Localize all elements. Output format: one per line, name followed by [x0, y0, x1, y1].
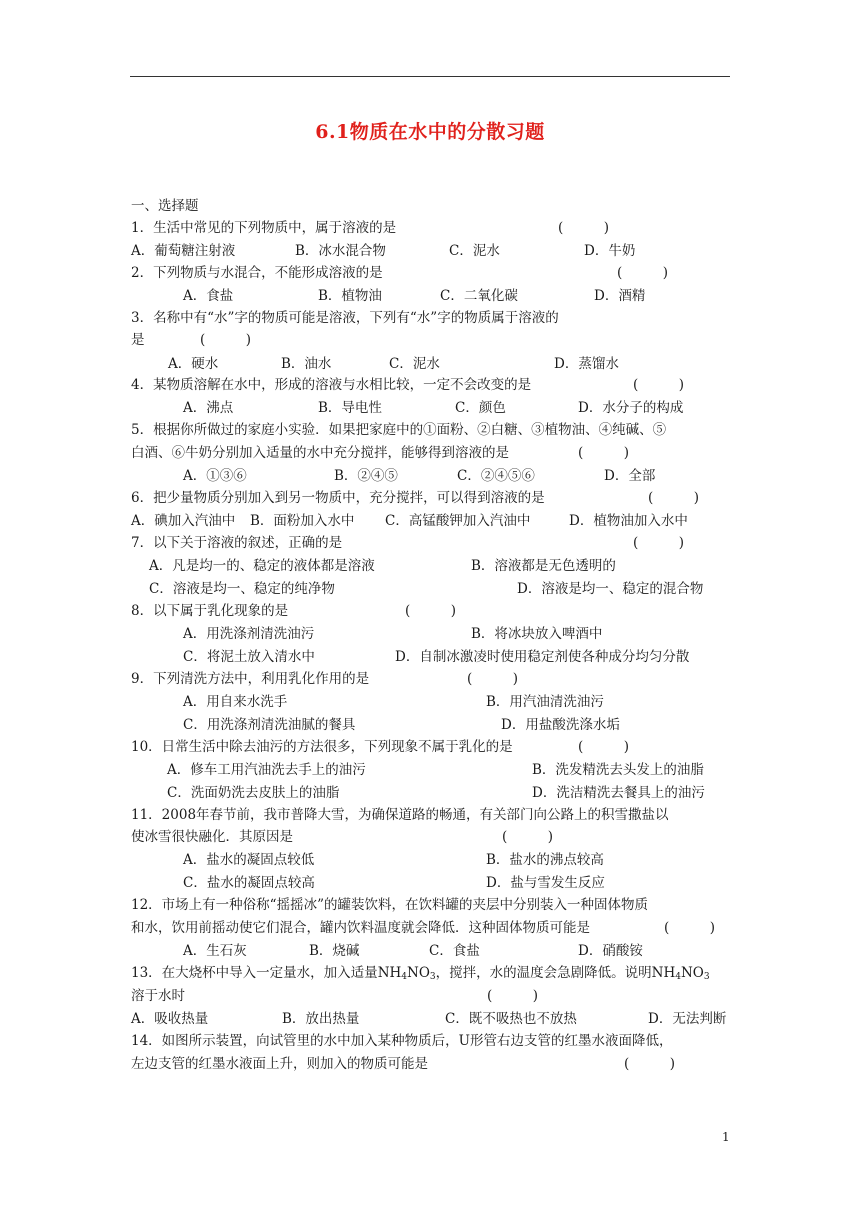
question-12-stem: 12．市场上有一种俗称“摇摇冰”的罐装饮料，在饮料罐的夹层中分别装入一种固体物质 — [131, 897, 648, 913]
question-2-stem: 2．下列物质与水混合，不能形成溶液的是 — [131, 265, 383, 281]
question-6-option-a: A．碘加入汽油中 — [131, 513, 236, 529]
question-11-option-a: A．盐水的凝固点较低 — [183, 852, 315, 868]
question-4-option-c: C．颜色 — [455, 400, 506, 416]
question-5-option-b: B．②④⑤ — [334, 468, 398, 484]
question-7-option-d: D．溶液是均一、稳定的混合物 — [517, 581, 704, 597]
question-1-answer-bracket: ( ) — [558, 220, 610, 236]
question-10-answer-bracket: ( ) — [578, 739, 630, 755]
chemical-formula: $NH_4NO_3$ — [377, 965, 436, 982]
section-heading: 一、选择题 — [131, 198, 199, 214]
question-8-option-b: B．将冰块放入啤酒中 — [471, 626, 603, 642]
question-11-option-b: B．盐水的沸点较高 — [486, 852, 604, 868]
question-12-option-b: B．烧碱 — [309, 943, 360, 959]
question-9-stem: 9．下列清洗方法中，利用乳化作用的是 — [131, 671, 370, 687]
question-9-answer-bracket: ( ) — [467, 671, 519, 687]
question-3-option-c: C．泥水 — [389, 356, 440, 372]
question-6-option-b: B．面粉加入水中 — [250, 513, 355, 529]
question-14-answer-bracket: ( ) — [624, 1056, 676, 1072]
question-5-option-c: C．②④⑤⑥ — [457, 468, 535, 484]
question-8-option-a: A．用洗涤剂清洗油污 — [183, 626, 315, 642]
question-14-stem-continued: 左边支管的红墨水液面上升，则加入的物质可能是 — [131, 1056, 428, 1072]
question-11-answer-bracket: ( ) — [502, 829, 554, 845]
question-6-stem: 6．把少量物质分别加入到另一物质中，充分搅拌，可以得到溶液的是 — [131, 490, 545, 506]
question-13-option-c: C．既不吸热也不放热 — [445, 1011, 577, 1027]
question-3-stem-continued: 是 — [131, 332, 145, 348]
question-13-stem-part-1: 13．在大烧杯中导入一定量水，加入适量 — [131, 965, 378, 981]
question-10-option-a: A．修车工用汽油洗去手上的油污 — [167, 762, 366, 778]
question-13-option-b: B．放出热量 — [282, 1011, 360, 1027]
question-7-answer-bracket: ( ) — [633, 535, 685, 551]
question-8-option-d: D．自制冰激凌时使用稳定剂使各种成分均匀分散 — [395, 649, 690, 665]
page-number: 1 — [722, 1130, 730, 1144]
question-7-option-a: A．凡是均一的、稳定的液体都是溶液 — [149, 558, 375, 574]
question-13-stem — [131, 964, 710, 986]
question-3-option-d: D．蒸馏水 — [554, 356, 619, 372]
question-7-option-b: B．溶液都是无色透明的 — [471, 558, 616, 574]
question-12-option-d: D．硝酸铵 — [578, 943, 643, 959]
question-1-option-a: A．葡萄糖注射液 — [131, 243, 236, 259]
document-title: 6.1物质在水中的分散习题 — [315, 121, 545, 143]
question-5-option-d: D．全部 — [604, 468, 656, 484]
question-9-option-b: B．用汽油清洗油污 — [486, 694, 604, 710]
question-1-option-b: B．冰水混合物 — [295, 243, 386, 259]
question-3-answer-bracket: ( ) — [200, 332, 252, 348]
question-5-answer-bracket: ( ) — [578, 445, 630, 461]
question-8-answer-bracket: ( ) — [405, 603, 457, 619]
question-4-option-d: D．水分子的构成 — [578, 400, 684, 416]
question-2-answer-bracket: ( ) — [617, 265, 669, 281]
question-10-option-b: B．洗发精洗去头发上的油脂 — [532, 762, 704, 778]
question-12-option-a: A．生石灰 — [183, 943, 247, 959]
question-3-option-b: B．油水 — [281, 356, 332, 372]
question-5-option-a: A．①③⑥ — [183, 468, 247, 484]
question-13-answer-bracket: ( ) — [487, 988, 539, 1004]
question-8-stem: 8．以下属于乳化现象的是 — [131, 603, 289, 619]
question-11-option-d: D．盐与雪发生反应 — [486, 875, 605, 891]
question-4-option-b: B．导电性 — [318, 400, 382, 416]
question-11-stem-continued: 使冰雪很快融化．其原因是 — [131, 829, 293, 845]
question-11-stem: 11．2008年春节前，我市普降大雪，为确保道路的畅通，有关部门向公路上的积雪撒盐以 — [131, 807, 669, 823]
question-13-option-a: A．吸收热量 — [131, 1011, 209, 1027]
question-6-option-c: C．高锰酸钾加入汽油中 — [385, 513, 531, 529]
question-2-option-b: B．植物油 — [318, 288, 382, 304]
question-2-option-c: C．二氧化碳 — [440, 288, 518, 304]
question-10-option-d: D．洗洁精洗去餐具上的油污 — [532, 785, 705, 801]
question-4-option-a: A．沸点 — [183, 400, 234, 416]
question-9-option-c: C．用洗涤剂清洗油腻的餐具 — [183, 717, 356, 733]
question-12-answer-bracket: ( ) — [664, 920, 716, 936]
question-9-option-d: D．用盐酸洗涤水垢 — [501, 717, 620, 733]
question-1-option-d: D．牛奶 — [584, 243, 636, 259]
question-7-stem: 7．以下关于溶液的叙述，正确的是 — [131, 535, 343, 551]
question-8-option-c: C．将泥土放入清水中 — [183, 649, 315, 665]
question-10-stem: 10．日常生活中除去油污的方法很多，下列现象不属于乳化的是 — [131, 739, 513, 755]
question-11-option-c: C．盐水的凝固点较高 — [183, 875, 315, 891]
question-5-stem-continued: 白酒、⑥牛奶分别加入适量的水中充分搅拌，能够得到溶液的是 — [131, 445, 509, 461]
question-12-option-c: C．食盐 — [429, 943, 480, 959]
question-13-stem-continued: 溶于水时 — [131, 988, 185, 1004]
chemical-formula: $NH_4NO_3$ — [651, 965, 710, 982]
question-6-option-d: D．植物油加入水中 — [569, 513, 688, 529]
question-10-option-c: C．洗面奶洗去皮肤上的油脂 — [167, 785, 340, 801]
question-1-option-c: C．泥水 — [449, 243, 500, 259]
question-4-stem: 4．某物质溶解在水中，形成的溶液与水相比较，一定不会改变的是 — [131, 377, 532, 393]
question-3-option-a: A．硬水 — [168, 356, 219, 372]
question-9-option-a: A．用自来水洗手 — [183, 694, 288, 710]
question-3-stem: 3．名称中有“水”字的物质可能是溶液，下列有“水”字的物质属于溶液的 — [131, 310, 559, 326]
question-2-option-d: D．酒精 — [594, 288, 646, 304]
question-13-option-d: D．无法判断 — [648, 1011, 727, 1027]
question-2-option-a: A．食盐 — [183, 288, 234, 304]
question-14-stem: 14．如图所示装置，向试管里的水中加入某种物质后，U形管右边支管的红墨水液面降低， — [131, 1033, 673, 1049]
question-13-stem-part-2: ，搅拌，水的温度会急剧降低。说明 — [435, 965, 652, 981]
question-1-stem: 1．生活中常见的下列物质中，属于溶液的是 — [131, 220, 397, 236]
question-12-stem-continued: 和水，饮用前摇动使它们混合，罐内饮料温度就会降低．这种固体物质可能是 — [131, 920, 590, 936]
header-rule — [130, 76, 730, 77]
question-5-stem: 5．根据你所做过的家庭小实验．如果把家庭中的①面粉、②白糖、③植物油、④纯碱、⑤ — [131, 422, 667, 438]
question-4-answer-bracket: ( ) — [633, 377, 685, 393]
question-6-answer-bracket: ( ) — [648, 490, 700, 506]
question-7-option-c: C．溶液是均一、稳定的纯净物 — [149, 581, 335, 597]
